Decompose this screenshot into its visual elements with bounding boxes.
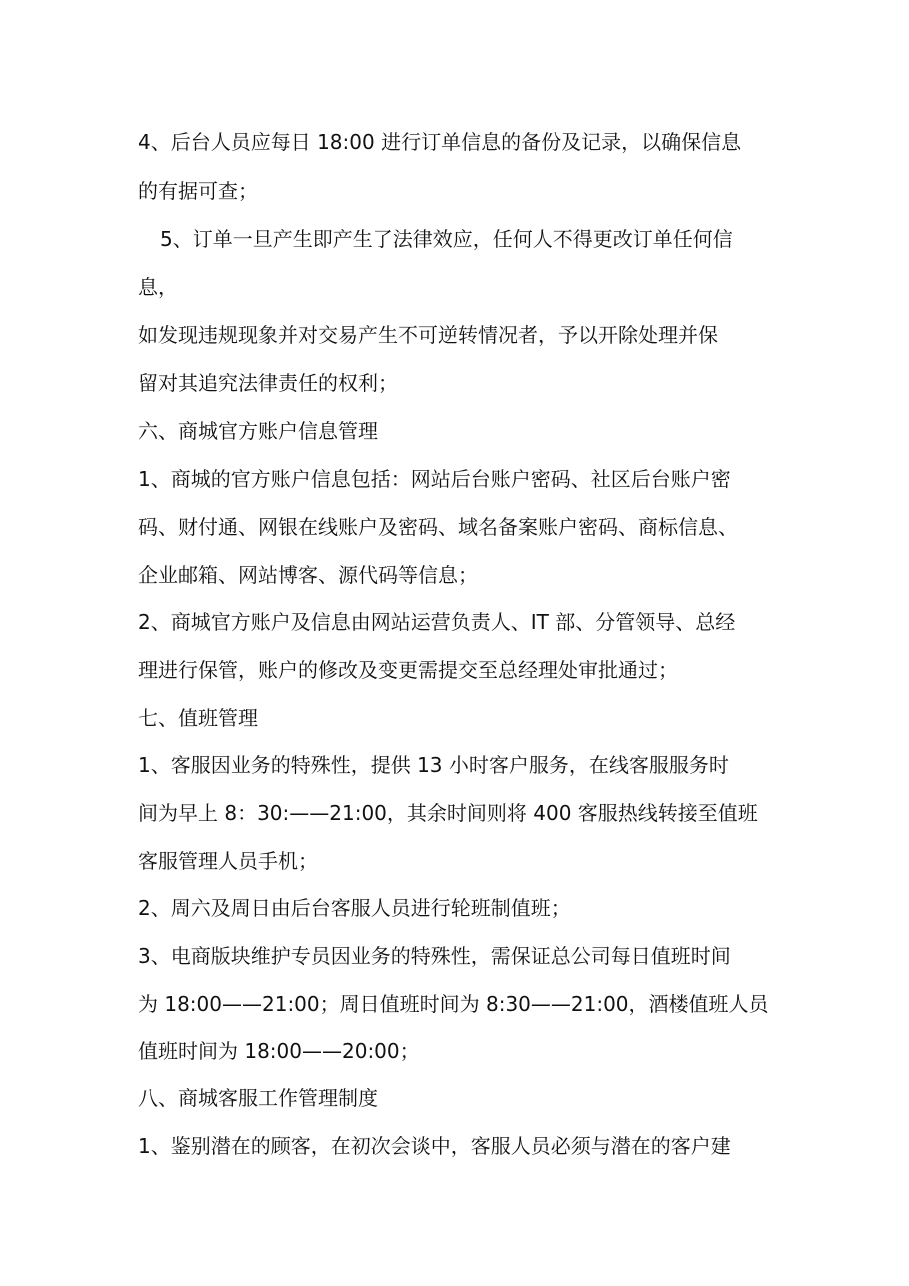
paragraph-line: 码、财付通、网银在线账户及密码、域名备案账户密码、商标信息、 [138, 515, 738, 539]
paragraph-line: 2、商城官方账户及信息由网站运营负责人、IT 部、分管领导、总经 [138, 610, 736, 634]
paragraph-line: 1、鉴别潜在的顾客，在初次会谈中，客服人员必须与潜在的客户建 [138, 1134, 731, 1158]
paragraph-line: 为 18:00——21:00；周日值班时间为 8:30——21:00，酒楼值班人员 [138, 992, 769, 1016]
section-heading: 七、值班管理 [138, 706, 258, 730]
paragraph-line: 1、商城的官方账户信息包括：网站后台账户密码、社区后台账户密 [138, 467, 731, 491]
paragraph-line: 3、电商版块维护专员因业务的特殊性，需保证总公司每日值班时间 [138, 944, 731, 968]
paragraph-line: 2、周六及周日由后台客服人员进行轮班制值班； [138, 896, 571, 920]
paragraph-line: 留对其追究法律责任的权利； [138, 371, 398, 395]
section-heading: 八、商城客服工作管理制度 [138, 1086, 378, 1110]
paragraph-line: 如发现违规现象并对交易产生不可逆转情况者，予以开除处理并保 [138, 323, 718, 347]
paragraph-line: 理进行保管，账户的修改及变更需提交至总经理处审批通过； [138, 658, 678, 682]
paragraph-line: 企业邮箱、网站博客、源代码等信息； [138, 563, 478, 587]
paragraph-line: 息， [138, 275, 178, 299]
paragraph-line: 1、客服因业务的特殊性，提供 13 小时客户服务，在线客服服务时 [138, 753, 729, 777]
paragraph-line: 4、后台人员应每日 18:00 进行订单信息的备份及记录，以确保信息 [138, 130, 742, 154]
section-heading: 六、商城官方账户信息管理 [138, 419, 378, 443]
paragraph-line: 的有据可查； [138, 179, 258, 203]
paragraph-line: 间为早上 8：30:——21:00，其余时间则将 400 客服热线转接至值班 [138, 801, 758, 825]
paragraph-line: 5、订单一旦产生即产生了法律效应，任何人不得更改订单任何信 [160, 227, 733, 251]
paragraph-line: 值班时间为 18:00——20:00； [138, 1039, 420, 1063]
paragraph-line: 客服管理人员手机； [138, 849, 318, 873]
